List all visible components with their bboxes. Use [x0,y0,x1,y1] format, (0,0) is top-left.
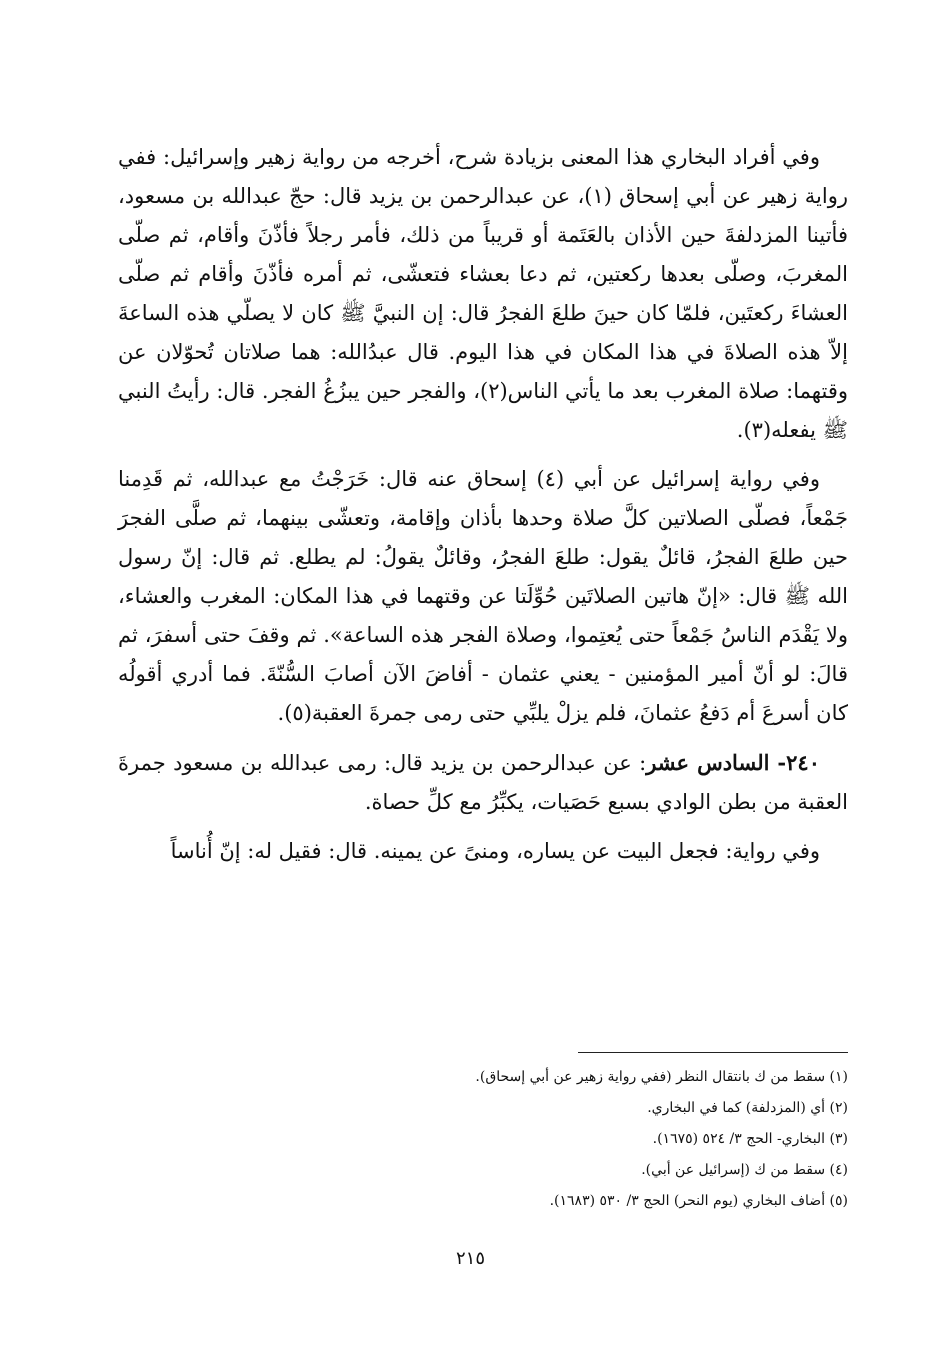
section-heading: ٢٤٠- السادس عشر [646,750,820,775]
footnote-3: (٣) البخاري- الحج ٣/ ٥٢٤ (١٦٧٥). [652,1131,848,1147]
footnote-2: (٢) أي (المزدلفة) كما في البخاري. [647,1100,848,1116]
main-text [118,138,848,881]
page-number: ٢١٥ [455,1248,485,1269]
footnote-1: (١) سقط من ك بانتقال النظر (ففي رواية زهير عن أبي إسحاق). [475,1069,848,1085]
footnote-divider [578,1052,848,1053]
footnote-5: (٥) أضاف البخاري (يوم النحر) الحج ٣/ ٥٣٠ (١٦٨٣). [549,1193,848,1209]
paragraph-3 [118,743,848,822]
paragraph-2: وفي رواية إسرائيل عن أبي (٤) إسحاق عنه قال: خَرَجْتُ مع عبدالله، ثم قَدِمنا جَمْعاً، فصلّى الصلاتين كلَّ صلاة وحدها بأذان وإقامة، وتعشّى بينهما، ثم صلَّى الفجرَ حين طلعَ الفجرُ، قائلٌ يقول: طلعَ الفجرُ، وقائلٌ يقولُ: لم يطلع. ثم قال: إنّ رسول الله ﷺ قال: «إنّ هاتين الصلاتَين حُوِّلَتا عن وقتهما في هذا المكان: المغرب والعشاء، ولا يَقْدَم الناسُ جَمْعاً حتى يُعتِموا، وصلاة الفجر هذه الساعة». ثم وقفَ حتى أسفرَ، ثم قالَ: لو أنّ أمير المؤمنين - يعني عثمان - أفاضَ الآن أصابَ السُّنّةَ. فما أدري أقولُه كان أسرعَ أم دَفعُ عثمانَ، فلم يزلْ يلبِّي حتى رمى جمرةَ العقبة(٥). [118,467,848,725]
paragraph-1: وفي أفراد البخاري هذا المعنى بزيادة شرح، أخرجه من رواية زهير وإسرائيل: ففي رواية زهير عن أبي إسحاق (١)، عن عبدالرحمن بن يزيد قال: حجّ عبدالله بن مسعود، فأتينا المزدلفةَ حين الأذان بالعَتَمة أو قريباً من ذلك، فأمر رجلاً فأذّنَ وأقام، ثم صلّى المغربَ، وصلّى بعدها ركعتين، ثم دعا بعشاء فتعشّى، ثم أمره فأذّنَ وأقام ثم صلّى العشاءَ ركعتَين، فلمّا كان حينَ طلعَ الفجرُ قال: إن النبيَّ ﷺ كان لا يصلّي هذه الساعةَ إلاّ هذه الصلاةَ في هذا المكان في هذا اليوم. قال عبدُالله: هما صلاتان تُحوّلان عن وقتهما: صلاة المغرب بعد ما يأتي الناس(٢)، والفجر حين يبزُغُ الفجر. قال: رأيتُ النبي ﷺ يفعله(٣). [118,145,848,442]
footnotes [118,1062,848,1217]
paragraph-4: وفي رواية: فجعل البيت عن يساره، ومنىً عن يمينه. قال: فقيل له: إنّ أُناساً [170,839,820,863]
footnote-4: (٤) سقط من ك (إسرائيل عن أبي). [641,1162,848,1178]
paragraph-3-text: : عن عبدالرحمن بن يزيد قال: رمى عبدالله بن مسعود جمرةَ العقبة من بطن الوادي بسبع حَصَيات، يكبِّرُ مع كلِّ حصاة. [118,751,848,814]
